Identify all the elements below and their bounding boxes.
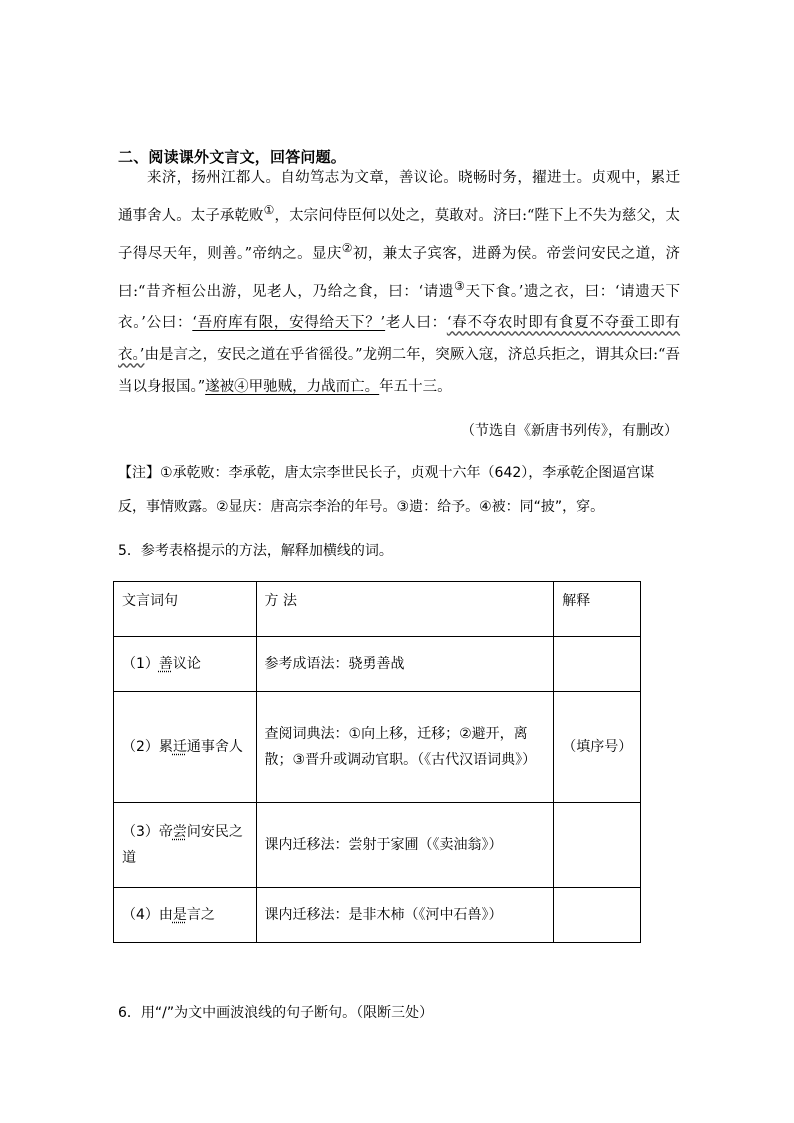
table-row <box>114 803 641 888</box>
passage-paragraph <box>118 162 680 403</box>
answer-cell[interactable] <box>554 637 641 692</box>
method-cell: 查阅词典法：①向上移，迁移；②避开，离散；③晋升或调动官职。（《古代汉语词典》） <box>256 692 554 803</box>
phrase-cell: （1）善议论 <box>114 637 257 692</box>
table-row <box>114 888 641 943</box>
method-cell: 课内迁移法：尝射于家圃（《卖油翁》） <box>256 803 554 888</box>
method-table <box>113 581 641 943</box>
passage-text: 天下食。’遗之衣，曰：‘请遗天下衣。’公曰： <box>118 283 681 332</box>
header-cell: 解释 <box>554 582 641 637</box>
footnote-mark: ① <box>263 203 275 217</box>
header-cell: 文言词句 <box>114 582 257 637</box>
phrase-cell: （2）累迁通事舍人 <box>114 692 257 803</box>
answer-cell[interactable] <box>554 888 641 943</box>
passage-text: 来济，扬州江都人。自幼笃志为文章，善议论。晓畅时务，擢进士。贞观中，累迁通事舍人。太子承乾败 <box>118 170 680 224</box>
question-5: 5．参考表格提示的方法，解释加横线的词。 <box>118 543 393 559</box>
table-row <box>114 692 641 803</box>
passage-text: 初，兼太子宾客，进爵为侯。帝尝问安民之道，济曰:“昔齐桓公出游，见老人，乃给之食，曰：‘请遗 <box>118 245 681 300</box>
underlined-sentence: ‘吾府库有限，安得给天下？’ <box>192 315 386 332</box>
table-row <box>114 637 641 692</box>
phrase-cell: （4）由是言之 <box>114 888 257 943</box>
passage-text: ，太宗问侍臣何以处之，莫敢对。济曰:“陛下上不失为慈父，太子得尽天年，则善。”帝纳之。显庆 <box>118 207 680 262</box>
question-6: 6．用“/”为文中画波浪线的句子断句。（限断三处） <box>118 1005 434 1021</box>
answer-cell[interactable] <box>554 803 641 888</box>
footnote-mark: ③ <box>454 278 466 293</box>
passage-text: 老人曰： <box>385 315 447 332</box>
header-cell: 方 法 <box>256 582 554 637</box>
table-header-row <box>114 582 641 637</box>
phrase-cell: （3）帝尝问安民之道 <box>114 803 257 888</box>
passage-text: 由是言之，安民之道在乎省徭役。”龙朔二年，突厥入寇，济总兵拒之，谓其众曰:“吾当以身报国。” <box>118 347 680 396</box>
section-title: 二、阅读课外文言文，回答问题。 <box>118 148 347 166</box>
source-citation: （节选自《新唐书列传》，有删改） <box>461 423 678 439</box>
footnote-mark: ② <box>341 240 353 255</box>
annotation-note: 【注】①承乾败：李承乾，唐太宗李世民长子，贞观十六年（642），李承乾企图逼宫谋反，事情败露。②显庆：唐高宗李治的年号。③遗：给予。④被：同“披”，穿。 <box>118 465 655 515</box>
answer-cell[interactable]: （填序号） <box>554 692 641 803</box>
underlined-sentence: 遂被④甲驰贼，力战而亡。 <box>205 379 380 396</box>
method-cell: 参考成语法：骁勇善战 <box>256 637 554 692</box>
method-cell: 课内迁移法：是非木柿（《河中石兽》） <box>256 888 554 943</box>
passage-text: 年五十三。 <box>379 379 452 396</box>
wavy-underlined-sentence: ‘春不夺农时即有食夏不夺蚕工即有衣。’ <box>118 315 681 364</box>
classical-passage <box>118 162 680 403</box>
